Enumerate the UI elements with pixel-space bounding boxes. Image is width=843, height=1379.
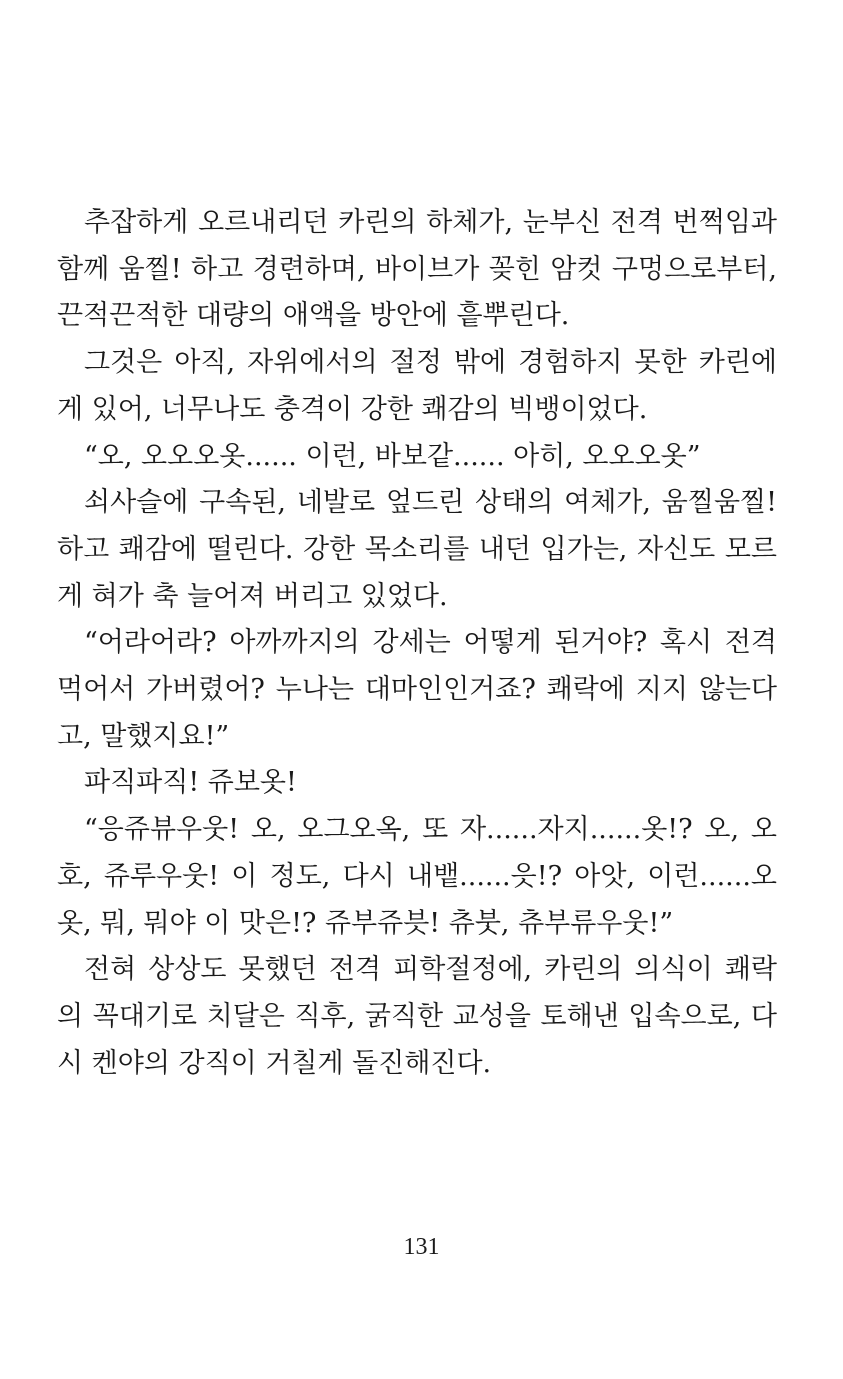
body-text <box>57 200 777 1087</box>
paragraph: “응쥬뷰우웃! 오, 오그오옥, 또 자......자지......옷!? 오, 오호, 쥬루우웃! 이 정도, 다시 내뱉......읏!? 아앗, 이런......오옷, 뭐, 뭐야 이 맛은!? 쥬부쥬븟! 츄붓, 츄부류우웃!” <box>57 814 777 939</box>
paragraph: 그것은 아직, 자위에서의 절정 밖에 경험하지 못한 카린에게 있어, 너무나도 충격이 강한 쾌감의 빅뱅이었다. <box>57 347 777 425</box>
paragraph: 전혀 상상도 못했던 전격 피학절정에, 카린의 의식이 쾌락의 꼭대기로 치달은 직후, 굵직한 교성을 토해낸 입속으로, 다시 켄야의 강직이 거칠게 돌진해진다. <box>57 954 777 1079</box>
paragraph: “오, 오오오옷...... 이런, 바보같...... 아히, 오오오옷” <box>84 440 701 472</box>
paragraph: “어라어라? 아까까지의 강세는 어떻게 된거야? 혹시 전격 먹어서 가버렸어? 누나는 대마인인거죠? 쾌락에 지지 않는다고, 말했지요!” <box>57 627 777 752</box>
paragraph: 쇠사슬에 구속된, 네발로 엎드린 상태의 여체가, 움찔움찔! 하고 쾌감에 떨린다. 강한 목소리를 내던 입가는, 자신도 모르게 혀가 축 늘어져 버리고 있었다. <box>57 487 777 612</box>
page-number: 131 <box>403 1234 440 1260</box>
paragraph: 파직파직! 쥬보옷! <box>84 767 297 799</box>
paragraph: 추잡하게 오르내리던 카린의 하체가, 눈부신 전격 번쩍임과 함께 움찔! 하고 경련하며, 바이브가 꽂힌 암컷 구멍으로부터, 끈적끈적한 대량의 애액을 방안에 흩뿌린다. <box>57 207 777 332</box>
